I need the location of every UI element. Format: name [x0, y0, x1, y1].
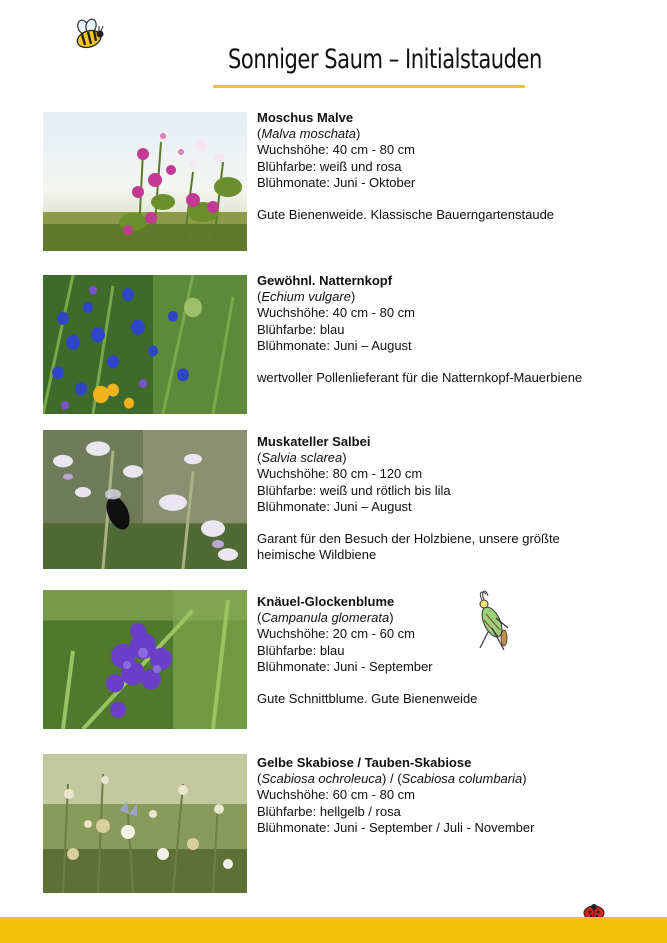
plant-entry-knaeuel-glockenblume: [43, 590, 643, 730]
plant-latin-name: (Echium vulgare): [257, 289, 356, 305]
footer-bar: [0, 917, 667, 943]
plant-photo-muskateller-salbei: [43, 430, 247, 569]
plant-bloom-color: Blühfarbe: blau: [257, 321, 345, 337]
plant-bloom-color: Blühfarbe: weiß und rötlich bis lila: [257, 482, 451, 498]
plant-note: wertvoller Pollenlieferant für die Natternkopf-Mauerbiene: [257, 370, 583, 386]
plant-name: Gewöhnl. Natternkopf: [257, 273, 393, 288]
plant-name: Muskateller Salbei: [257, 434, 371, 449]
plant-latin-name: (Malva moschata): [257, 126, 361, 142]
plant-latin-name: (Scabiosa ochroleuca) / (Scabiosa columbaria): [257, 771, 527, 787]
plant-info: [257, 110, 587, 223]
plant-photo-knaeuel-glockenblume: [43, 590, 247, 729]
plant-info: [257, 434, 577, 563]
page-title: Sonniger Saum – Initialstauden: [228, 44, 542, 75]
plant-photo-moschus-malve: [43, 112, 247, 251]
plant-name: Moschus Malve: [257, 110, 354, 125]
plant-entry-moschus-malve: [43, 112, 643, 252]
plant-height: Wuchshöhe: 60 cm - 80 cm: [257, 787, 415, 803]
plant-latin-name: (Salvia sclarea): [257, 450, 347, 466]
plant-note: Gute Schnittblume. Gute Bienenweide: [257, 691, 478, 707]
plant-bloom-months: Blühmonate: Juni - September: [257, 658, 433, 674]
plant-name: Knäuel-Glockenblume: [257, 594, 395, 609]
plant-height: Wuchshöhe: 80 cm - 120 cm: [257, 466, 423, 482]
plant-name: Gelbe Skabiose / Tauben-Skabiose: [257, 755, 472, 770]
plant-bloom-color: Blühfarbe: weiß und rosa: [257, 158, 402, 174]
plant-bloom-months: Blühmonate: Juni - September / Juli - November: [257, 819, 535, 835]
title-underline: [213, 85, 525, 88]
plant-height: Wuchshöhe: 40 cm - 80 cm: [257, 142, 415, 158]
plant-photo-natternkopf: [43, 275, 247, 414]
plant-latin-name: (Campanula glomerata): [257, 610, 394, 626]
plant-info: [257, 273, 617, 386]
plant-height: Wuchshöhe: 20 cm - 60 cm: [257, 626, 415, 642]
plant-photo-skabiose: [43, 754, 247, 893]
plant-bloom-months: Blühmonate: Juni – August: [257, 337, 412, 353]
plant-bloom-months: Blühmonate: Juni – August: [257, 498, 412, 514]
plant-entry-muskateller-salbei: [43, 430, 643, 570]
plant-bloom-color: Blühfarbe: hellgelb / rosa: [257, 803, 401, 819]
grasshopper-icon: [470, 588, 510, 654]
plant-info: [257, 755, 534, 836]
plant-entry-skabiose: [43, 754, 643, 894]
bee-icon: [72, 18, 106, 52]
plant-note: Garant für den Besuch der Holzbiene, unsere größte heimische Wildbiene: [257, 531, 560, 563]
plant-height: Wuchshöhe: 40 cm - 80 cm: [257, 305, 415, 321]
plant-note: Gute Bienenweide. Klassische Bauerngartenstaude: [257, 207, 555, 223]
plant-info: [257, 594, 587, 707]
plant-bloom-color: Blühfarbe: blau: [257, 642, 345, 658]
plant-entry-natternkopf: [43, 275, 643, 415]
plant-bloom-months: Blühmonate: Juni - Oktober: [257, 174, 416, 190]
